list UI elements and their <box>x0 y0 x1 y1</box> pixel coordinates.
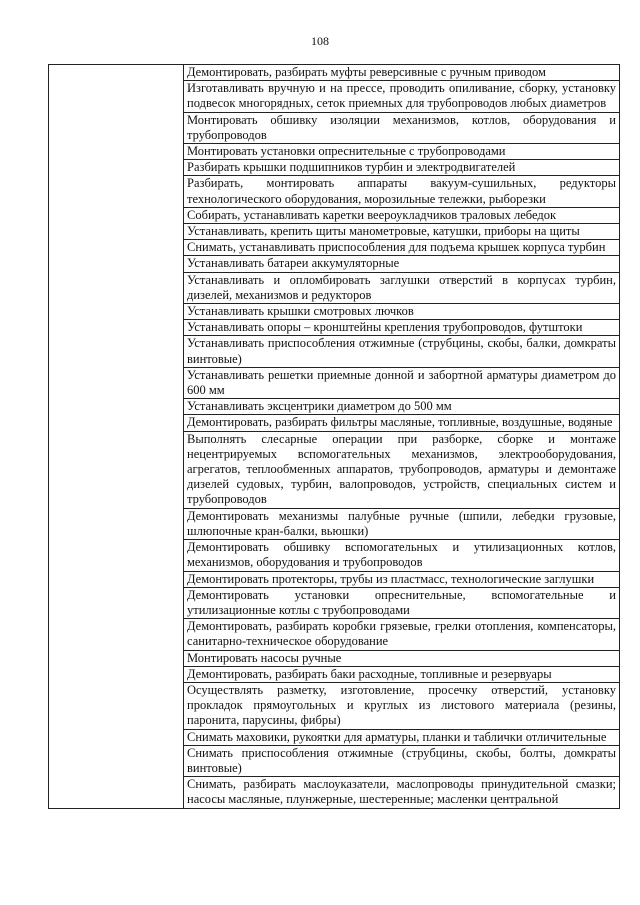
table-cell: Демонтировать, разбирать фильтры масляные, топливные, воздушные, водяные <box>184 415 620 431</box>
table-cell: Устанавливать приспособления отжимные (струбцины, скобы, балки, домкраты винтовые) <box>184 336 620 367</box>
table-cell: Устанавливать эксцентрики диаметром до 500 мм <box>184 399 620 415</box>
page-number: 108 <box>311 34 329 48</box>
table-cell: Снимать, устанавливать приспособления для подъема крышек корпуса турбин <box>184 240 620 256</box>
table-cell: Демонтировать механизмы палубные ручные (шпили, лебедки грузовые, шлюпочные кран-балки, вьюшки) <box>184 508 620 539</box>
table-cell: Монтировать установки опреснительные с трубопроводами <box>184 144 620 160</box>
table-cell: Разбирать крышки подшипников турбин и электродвигателей <box>184 160 620 176</box>
table-cell: Монтировать обшивку изоляции механизмов, котлов, оборудования и трубопроводов <box>184 112 620 143</box>
table-cell: Демонтировать протекторы, трубы из пластмасс, технологические заглушки <box>184 571 620 587</box>
table-cell: Устанавливать и опломбировать заглушки отверстий в корпусах турбин, дизелей, механизмов и редукторов <box>184 272 620 303</box>
table-cell: Устанавливать опоры – кронштейны крепления трубопроводов, футштоки <box>184 320 620 336</box>
table-cell: Устанавливать, крепить щиты манометровые, катушки, приборы на щиты <box>184 224 620 240</box>
table-cell: Демонтировать, разбирать коробки грязевые, грелки отопления, компенсаторы, санитарно-техническое оборудование <box>184 619 620 650</box>
table-cell: Устанавливать решетки приемные донной и забортной арматуры диаметром до 600 мм <box>184 367 620 398</box>
table-cell: Снимать приспособления отжимные (струбцины, скобы, болты, домкраты винтовые) <box>184 745 620 776</box>
table-cell: Демонтировать, разбирать муфты реверсивные с ручным приводом <box>184 65 620 81</box>
table-cell: Собирать, устанавливать каретки веероукладчиков траловых лебедок <box>184 207 620 223</box>
table-cell: Демонтировать, разбирать баки расходные, топливные и резервуары <box>184 666 620 682</box>
table-cell: Устанавливать крышки смотровых лючков <box>184 304 620 320</box>
duties-table <box>48 64 620 809</box>
table-cell: Изготавливать вручную и на прессе, проводить опиливание, сборку, установку подвесок многорядных, сеток приемных для трубопроводов любых диаметров <box>184 81 620 112</box>
table-cell: Снимать, разбирать маслоуказатели, маслопроводы принудительной смазки; насосы масляные, плунжерные, шестеренные; масленки центральной <box>184 777 620 808</box>
table-cell: Демонтировать установки опреснительные, вспомогательные и утилизационные котлы с трубопроводами <box>184 587 620 618</box>
table-cell: Устанавливать батареи аккумуляторные <box>184 256 620 272</box>
table-cell: Осуществлять разметку, изготовление, просечку отверстий, установку прокладок прямоугольных и круглых из листового материала (резины, паронита, парусины, фибры) <box>184 682 620 729</box>
table-row <box>49 65 620 81</box>
table-cell: Демонтировать обшивку вспомогательных и утилизационных котлов, механизмов, оборудования и трубопроводов <box>184 540 620 571</box>
table-cell: Разбирать, монтировать аппараты вакуум-сушильных, редукторы технологического оборудования, морозильные тележки, рыборезки <box>184 176 620 207</box>
table-cell: Монтировать насосы ручные <box>184 650 620 666</box>
table-cell: Снимать маховики, рукоятки для арматуры, планки и таблички отличительные <box>184 729 620 745</box>
table-cell: Выполнять слесарные операции при разборке, сборке и монтаже нецентрируемых вспомогательных механизмов, электрооборудования, агрегатов, теплообменных аппаратов, трубопроводов, арматуры и демонтаже дизелей судовых, турбин, валопроводов, устройств, специальных систем и трубопроводов <box>184 431 620 508</box>
empty-left-column <box>49 65 184 809</box>
